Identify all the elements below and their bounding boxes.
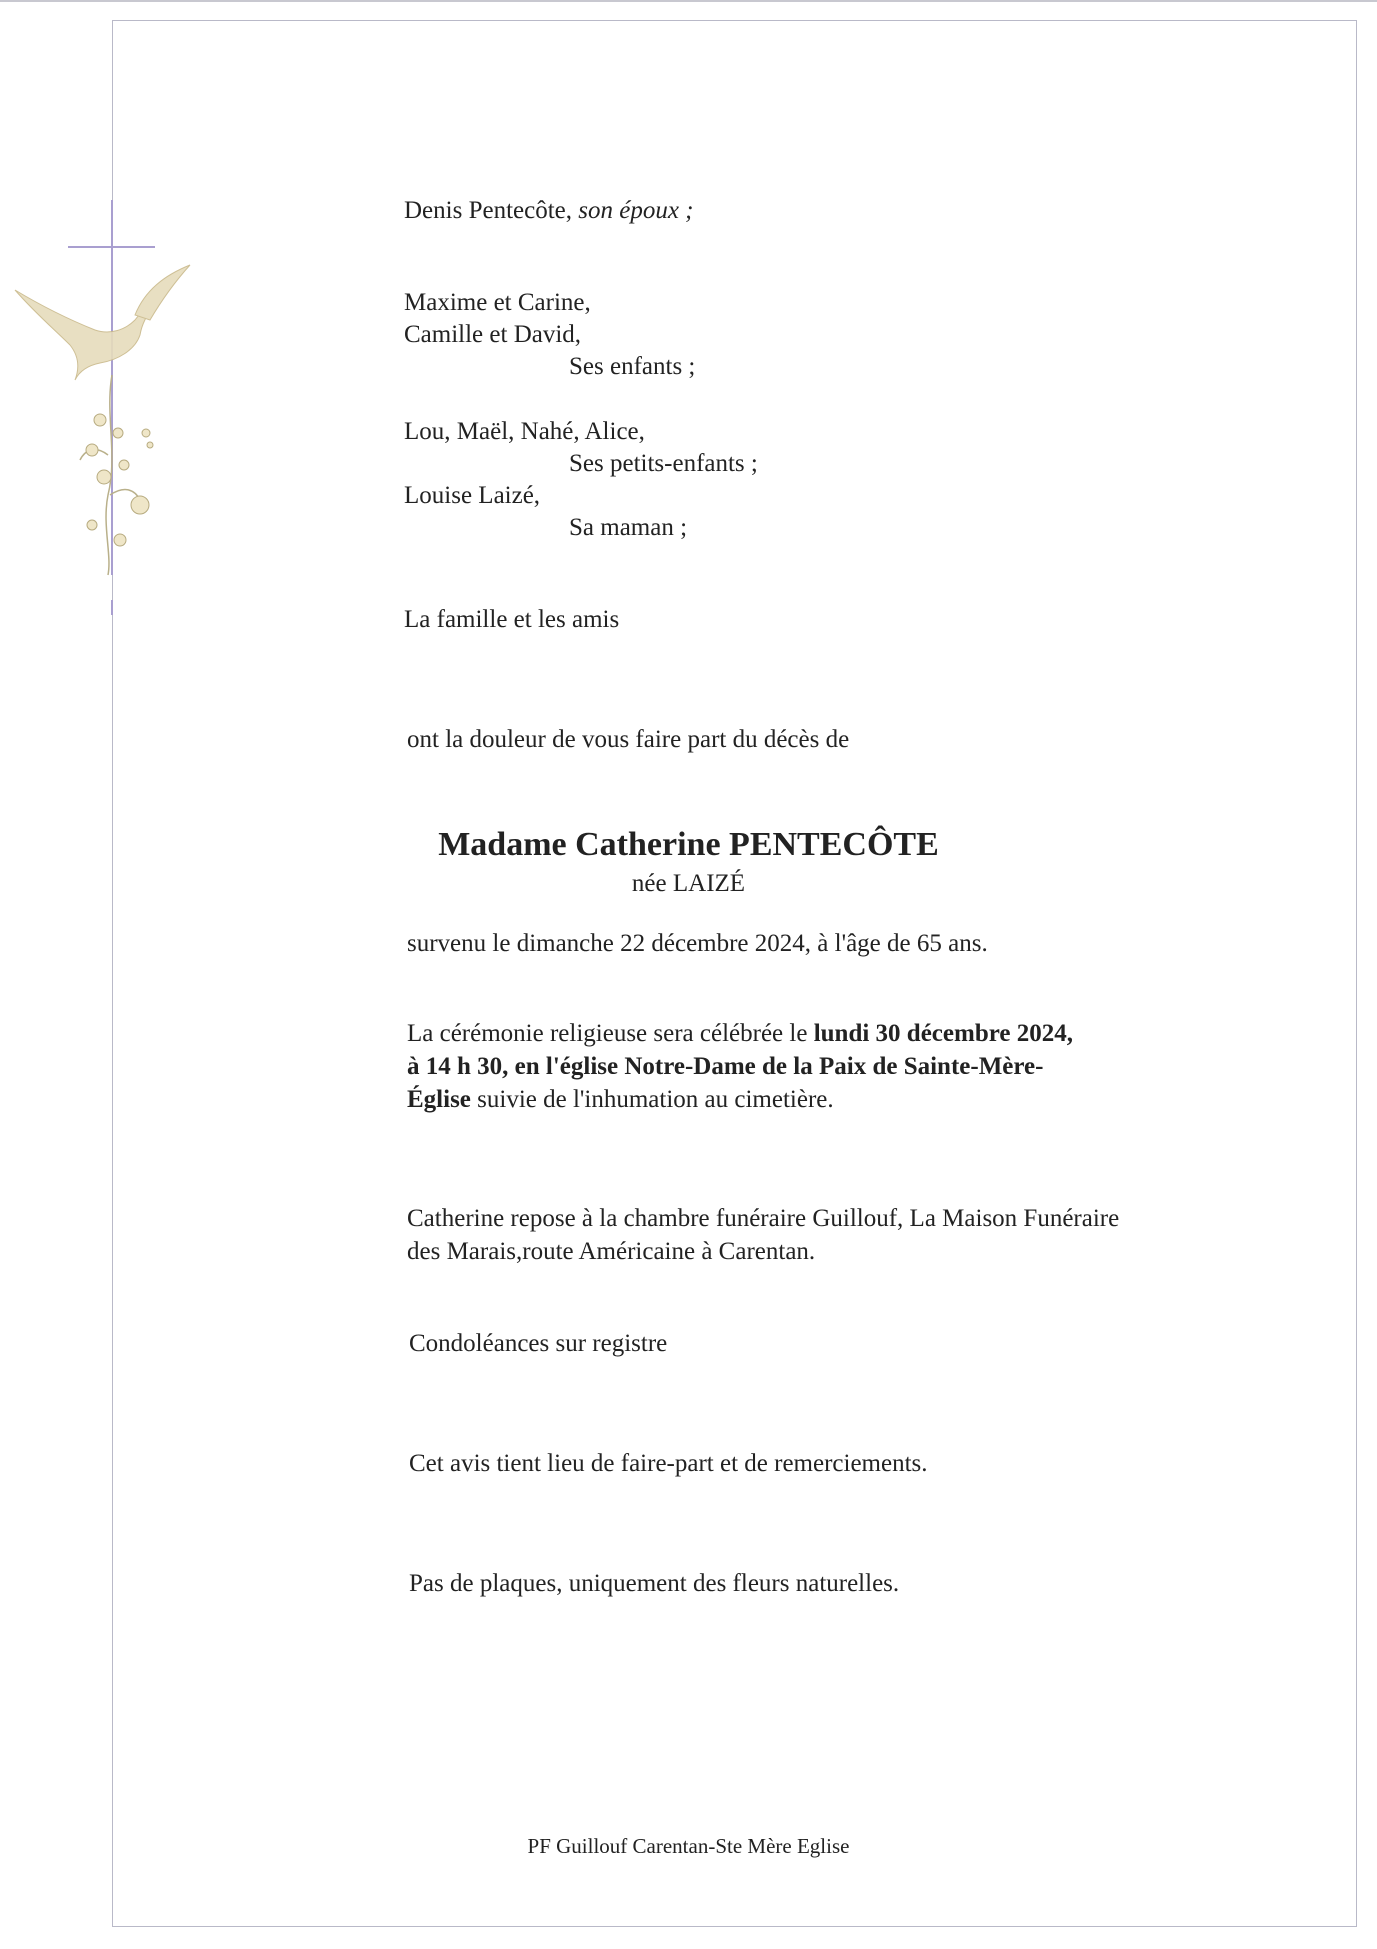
ceremony-line-3 bbox=[407, 1084, 834, 1116]
ceremony-place-end: Église bbox=[407, 1086, 471, 1113]
notice: Cet avis tient lieu de faire-part et de remerciements. bbox=[409, 1450, 928, 1477]
ceremony-line-2 bbox=[407, 1051, 1043, 1083]
announcement: ont la douleur de vous faire part du décès de bbox=[407, 726, 850, 753]
spouse-relation: son époux ; bbox=[578, 197, 694, 224]
children-line-2: Camille et David, bbox=[404, 321, 582, 348]
ceremony-burial: suivie de l'inhumation au cimetière. bbox=[470, 1086, 834, 1113]
family-friends: La famille et les amis bbox=[404, 606, 620, 633]
mother-name: Louise Laizé, bbox=[404, 482, 541, 509]
cross-dove-flowers-icon bbox=[0, 195, 210, 615]
grandchildren-names: Lou, Maël, Nahé, Alice, bbox=[404, 418, 645, 445]
ceremony-place: à 14 h 30, en l'église Notre-Dame de la Paix de Sainte-Mère- bbox=[407, 1053, 1044, 1080]
spouse-name: Denis Pentecôte, bbox=[404, 197, 573, 224]
funeral-home-footer: PF Guillouf Carentan-Ste Mère Eglise bbox=[527, 1834, 850, 1858]
deceased-name: Madame Catherine PENTECÔTE bbox=[438, 826, 939, 863]
flowers-note: Pas de plaques, uniquement des fleurs naturelles. bbox=[409, 1570, 900, 1597]
deceased-maiden-name: née LAIZÉ bbox=[631, 870, 746, 897]
grandchildren-relation: Ses petits-enfants ; bbox=[569, 450, 758, 477]
page-frame bbox=[112, 20, 1357, 1927]
death-info: survenu le dimanche 22 décembre 2024, à l'âge de 65 ans. bbox=[407, 930, 988, 957]
top-rule bbox=[0, 0, 1377, 2]
condolences: Condoléances sur registre bbox=[409, 1330, 668, 1357]
ceremony-intro: La cérémonie religieuse sera célébrée le bbox=[407, 1020, 814, 1047]
mother-relation: Sa maman ; bbox=[569, 514, 688, 541]
children-line-1: Maxime et Carine, bbox=[404, 289, 591, 316]
rest-place-line-1: Catherine repose à la chambre funéraire Guillouf, La Maison Funéraire bbox=[407, 1205, 1120, 1232]
ceremony-date: lundi 30 décembre 2024, bbox=[813, 1020, 1073, 1047]
rest-place-line-2: des Marais,route Américaine à Carentan. bbox=[407, 1238, 816, 1265]
children-relation: Ses enfants ; bbox=[569, 353, 696, 380]
spouse-line bbox=[404, 195, 694, 227]
ceremony-line-1 bbox=[407, 1018, 1073, 1050]
